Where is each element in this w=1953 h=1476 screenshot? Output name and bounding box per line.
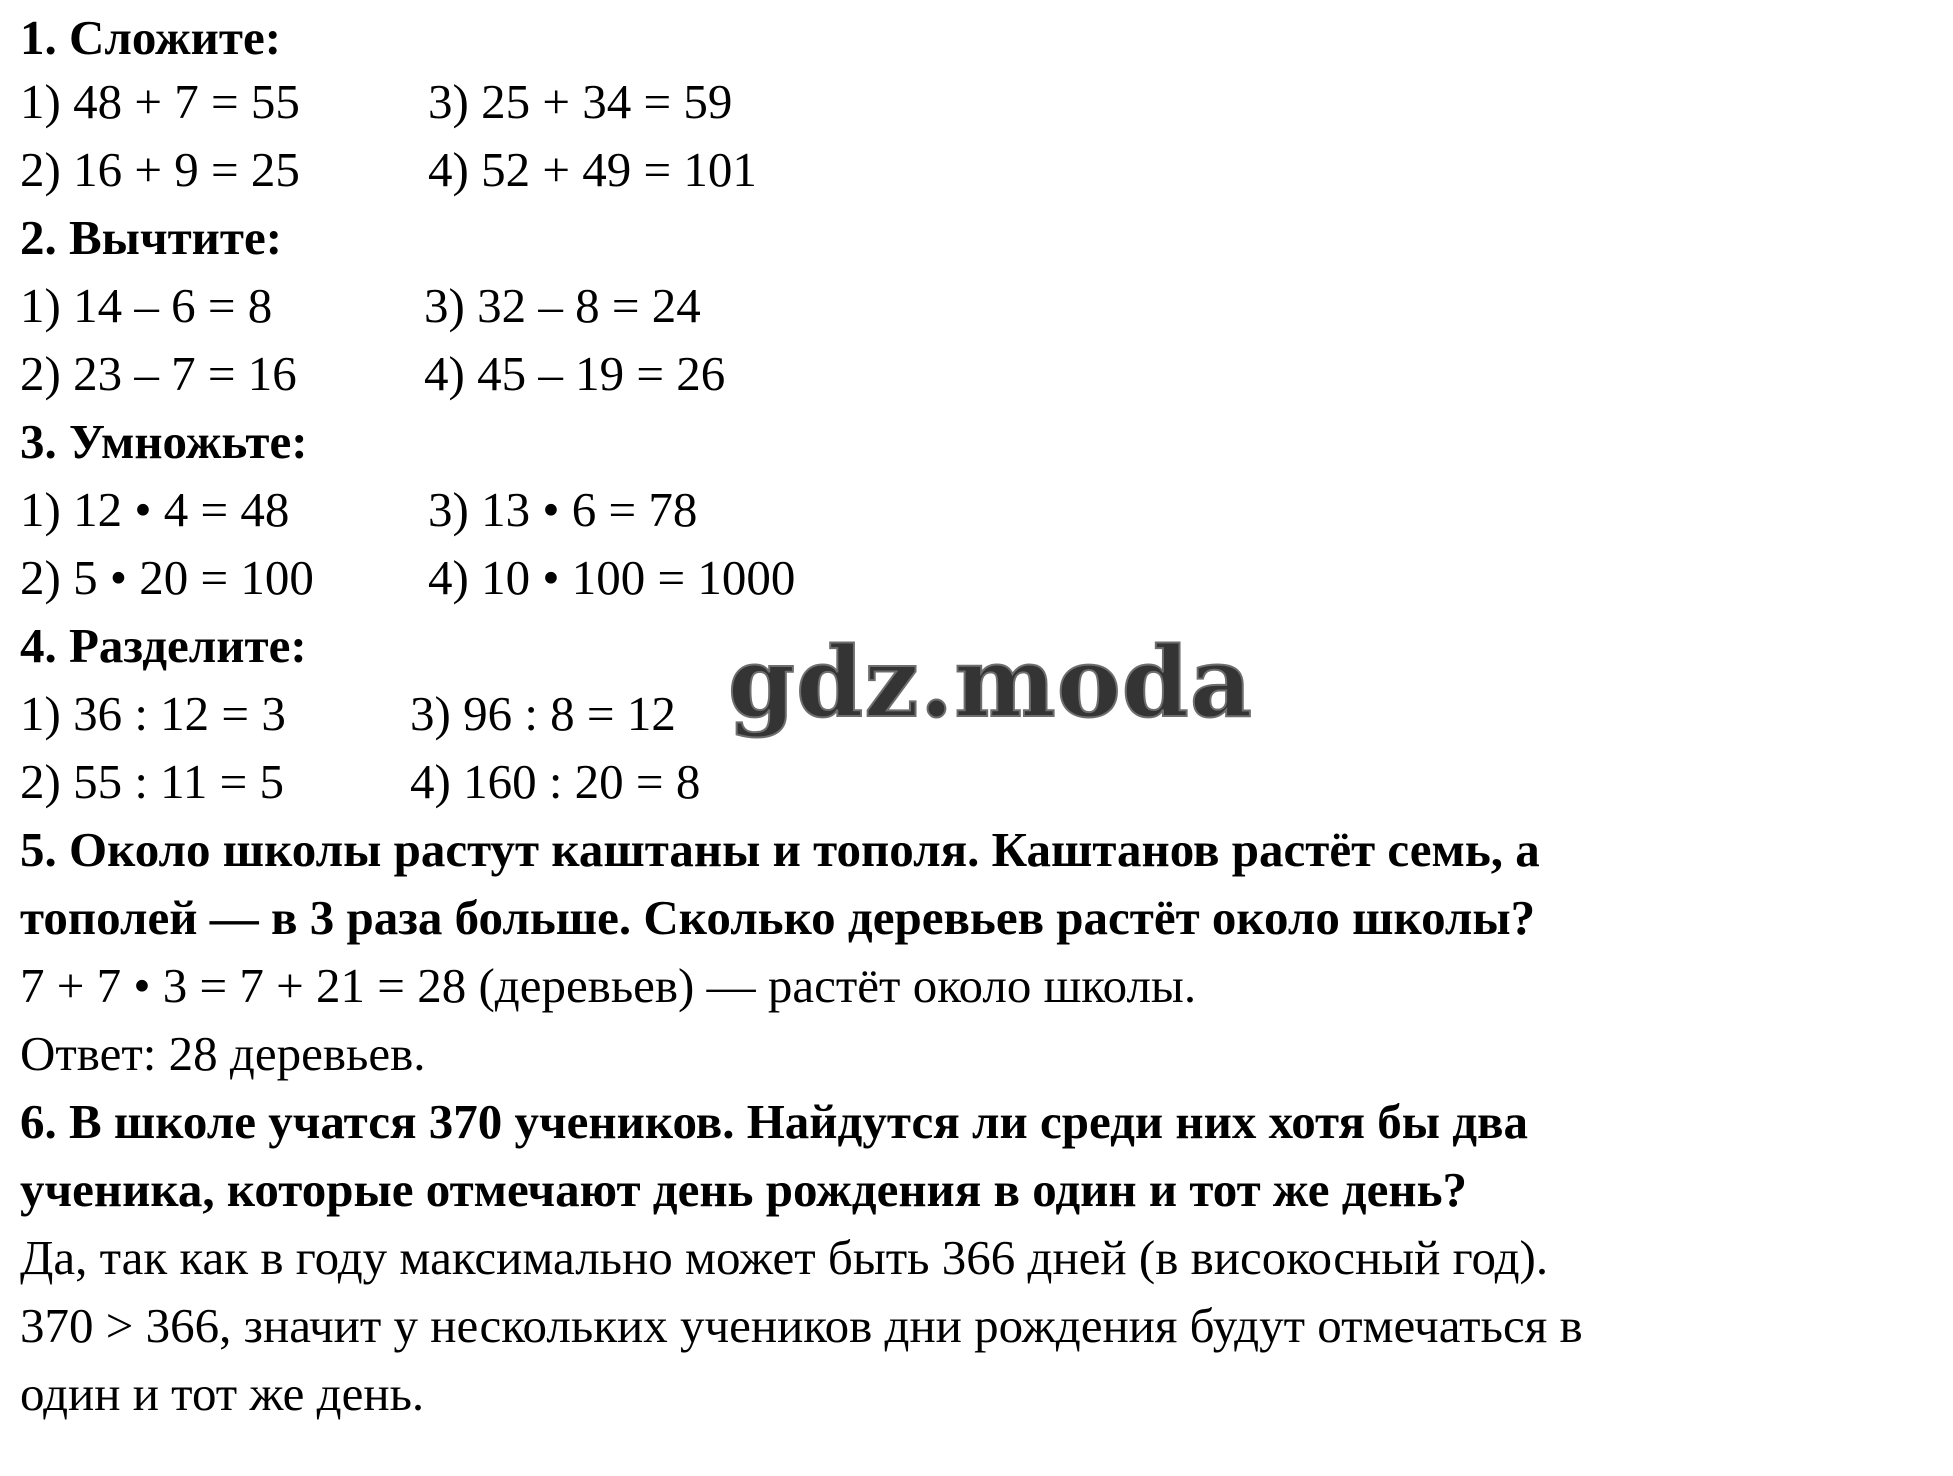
problem-5-question-line-2: тополей — в 3 раза больше. Сколько деревьев растёт около школы? [20,890,1536,945]
equation: 1) 36 : 12 = 3 [20,686,286,741]
equation: 2) 5 • 20 = 100 [20,550,314,605]
equation: 4) 45 – 19 = 26 [424,346,726,401]
section-1-heading: 1. Сложите: [20,10,282,65]
equation: 4) 52 + 49 = 101 [428,142,757,197]
problem-6-answer-line-1: Да, так как в году максимально может быть 366 дней (в високосный год). [20,1230,1549,1285]
section-3-heading: 3. Умножьте: [20,414,308,469]
problem-6-answer-line-2: 370 > 366, значит у нескольких учеников дни рождения будут отмечаться в [20,1298,1583,1353]
equation: 3) 96 : 8 = 12 [410,686,676,741]
problem-6-question-line-1: 6. В школе учатся 370 учеников. Найдутся ли среди них хотя бы два [20,1094,1528,1149]
problem-5-solution: 7 + 7 • 3 = 7 + 21 = 28 (деревьев) — растёт около школы. [20,958,1197,1013]
equation: 4) 10 • 100 = 1000 [428,550,796,605]
equation: 3) 25 + 34 = 59 [428,74,733,129]
equation: 1) 12 • 4 = 48 [20,482,290,537]
equation: 1) 48 + 7 = 55 [20,74,300,129]
watermark: gdz.moda [728,626,1254,739]
problem-5-answer: Ответ: 28 деревьев. [20,1026,426,1081]
problem-6-question-line-2: ученика, которые отмечают день рождения в один и тот же день? [20,1162,1467,1217]
equation: 1) 14 – 6 = 8 [20,278,273,333]
section-4-heading: 4. Разделите: [20,618,307,673]
section-2-heading: 2. Вычтите: [20,210,283,265]
equation: 3) 32 – 8 = 24 [424,278,701,333]
equation: 2) 55 : 11 = 5 [20,754,284,809]
equation: 2) 23 – 7 = 16 [20,346,297,401]
equation: 2) 16 + 9 = 25 [20,142,300,197]
equation: 3) 13 • 6 = 78 [428,482,698,537]
equation: 4) 160 : 20 = 8 [410,754,701,809]
problem-5-question-line-1: 5. Около школы растут каштаны и тополя. Каштанов растёт семь, а [20,822,1540,877]
problem-6-answer-line-3: один и тот же день. [20,1366,425,1421]
